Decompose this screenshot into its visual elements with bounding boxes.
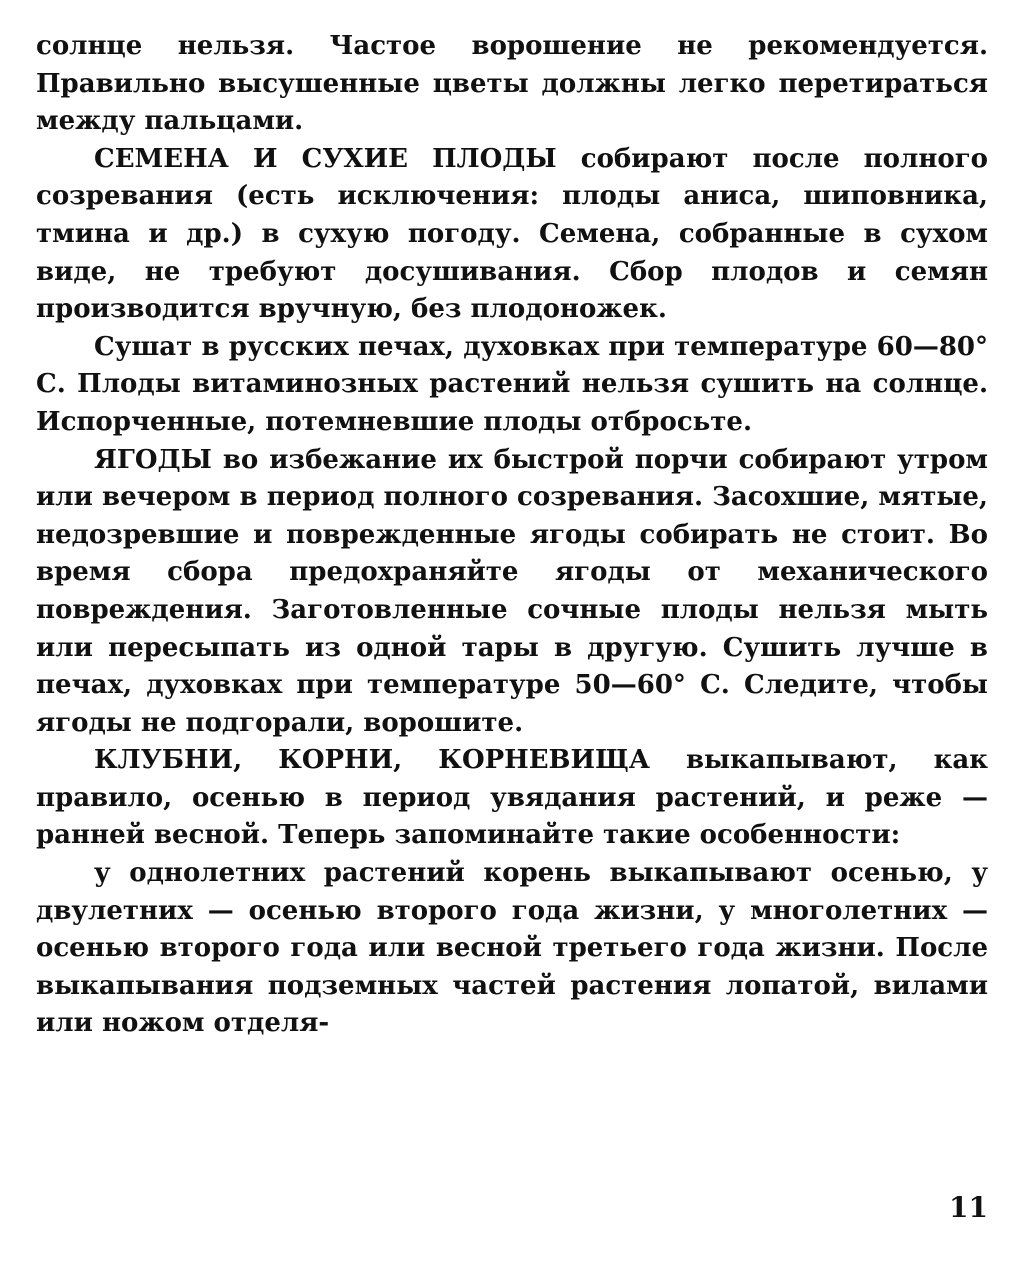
paragraph-berries-heading: ЯГОДЫ bbox=[94, 444, 212, 475]
paragraph-drying-text: Сушат в русских печах, духовках при температуре 60—80° С. Плоды витаминозных растений нельзя сушить на солнце. Испорченные, потемневшие плоды отбросьте. bbox=[36, 331, 988, 437]
paragraph-1 bbox=[36, 28, 988, 141]
page-text bbox=[36, 28, 988, 1043]
paragraph-annuals bbox=[36, 855, 988, 1043]
paragraph-roots-text: выкапывают, как правило, осенью в период увядания растений, и реже — ранней весной. Теперь запоминайте такие особенности: bbox=[36, 745, 988, 851]
paragraph-1-text: солнце нельзя. Частое ворошение не рекомендуется. Правильно высушенные цветы должны легко перетираться между пальцами. bbox=[36, 31, 988, 137]
paragraph-berries bbox=[36, 442, 988, 743]
paragraph-berries-text: во избежание их быстрой порчи собирают утром или вечером в период полного созревания. Засохшие, мятые, недозревшие и поврежденные ягоды собирать не стоит. Во время сбора предохраняйте ягоды от механического повреждения. Заготовленные сочные плоды нельзя мыть или пересыпать из одной тары в другую. Сушить лучше в печах, духовках при температуре 50—60° С. Следите, чтобы ягоды не подгорали, ворошите. bbox=[36, 444, 988, 738]
paragraph-seeds-text: собирают после полного созревания (есть исключения: плоды аниса, шиповника, тмина и др.) в сухую погоду. Семена, собранные в сухом виде, не требуют досушивания. Сбор плодов и семян производится вручную, без плодоножек. bbox=[36, 143, 988, 325]
paragraph-seeds-heading: СЕМЕНА И СУХИЕ ПЛОДЫ bbox=[94, 143, 557, 174]
paragraph-drying bbox=[36, 329, 988, 442]
paragraph-roots-heading: КЛУБНИ, КОРНИ, КОРНЕВИЩА bbox=[94, 745, 650, 776]
paragraph-annuals-text: у однолетних растений корень выкапывают осенью, у двулетних — осенью второго года жизни, у многолетних — осенью второго года или весной третьего года жизни. После выкапывания подземных частей растения лопатой, вилами или ножом отделя- bbox=[36, 858, 988, 1039]
paragraph-seeds bbox=[36, 141, 988, 329]
paragraph-roots bbox=[36, 742, 988, 855]
page-number: 11 bbox=[949, 1191, 988, 1224]
